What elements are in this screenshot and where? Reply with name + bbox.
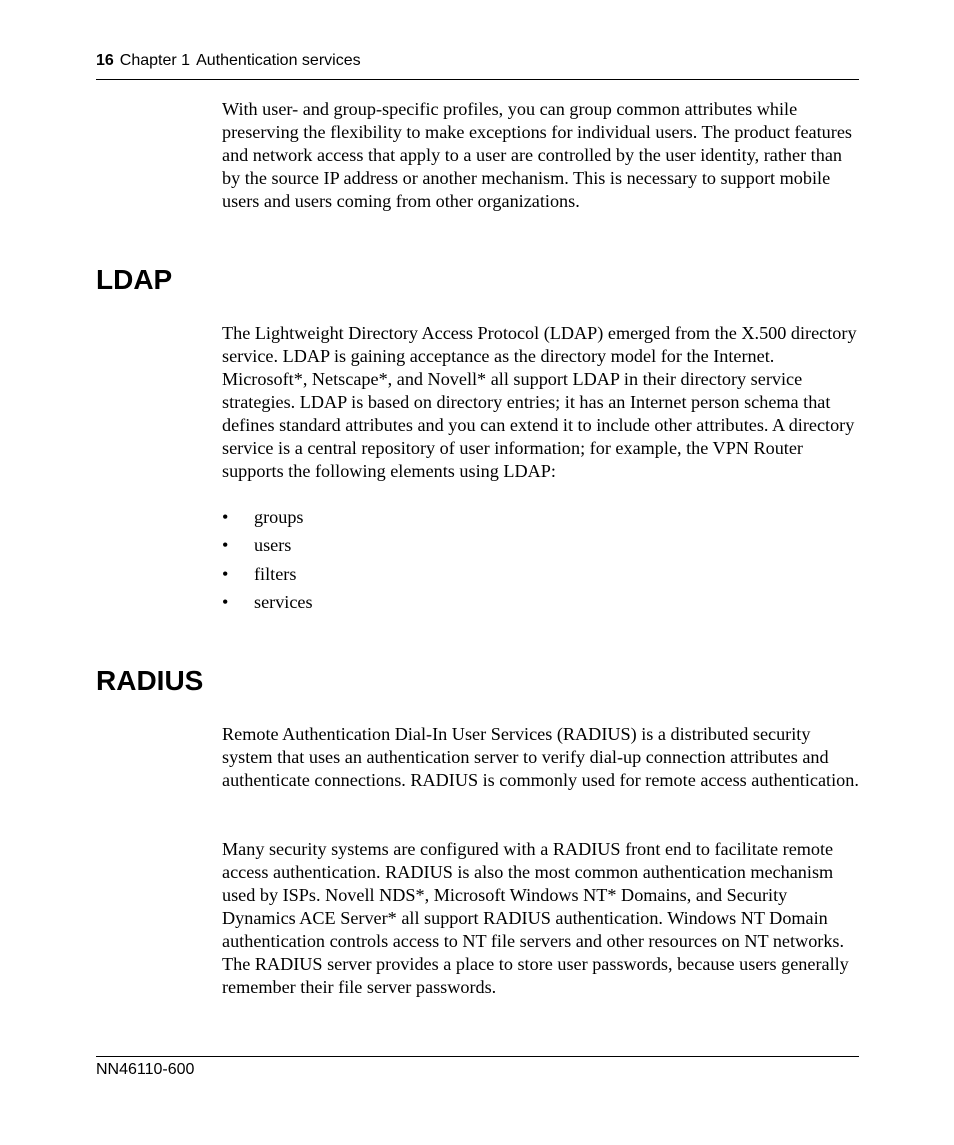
list-item: [222, 591, 313, 619]
bullet-icon: •: [222, 591, 229, 612]
list-item: [222, 506, 313, 534]
intro-block: [222, 98, 862, 213]
footer-rule: [96, 1056, 859, 1057]
radius-paragraph-1: Remote Authentication Dial-In User Services (RADIUS) is a distributed security system that uses an authentication server to verify dial-up connection attributes and authenticate connections. RADIUS is commonly used for remote access authentication.: [222, 724, 859, 790]
list-item-label: users: [254, 535, 292, 556]
bullet-icon: •: [222, 535, 229, 556]
running-header: [96, 51, 859, 71]
intro-paragraph: With user- and group-specific profiles, you can group common attributes while preserving the flexibility to make exceptions for individual users. The product features and network access that apply to a user are controlled by the user identity, rather than by the source IP address or another mechanism. This is necessary to support mobile users and users coming from other organizations.: [222, 99, 852, 211]
list-item-label: groups: [254, 507, 304, 527]
bullet-icon: •: [222, 507, 229, 527]
ldap-body: [222, 322, 862, 483]
radius-heading: RADIUS: [96, 665, 204, 696]
chapter-label: Chapter 1: [119, 52, 191, 69]
header-rule: [96, 79, 859, 80]
bullet-icon: •: [222, 563, 229, 584]
document-number: NN46110-600: [96, 1061, 195, 1078]
ldap-heading: LDAP: [96, 264, 173, 295]
radius-paragraph-2: Many security systems are configured with a RADIUS front end to facilitate remote access authentication. RADIUS is also the most common authentication mechanism used by ISPs. Novell NDS*, Microsoft Windows NT* Domains, and Security Dynamics ACE Server* all support RADIUS authentication. Windows NT Domain authentication controls access to NT file servers and other resources on NT networks. The RADIUS server provides a place to store user passwords, because users generally remember their file server passwords.: [222, 839, 849, 997]
ldap-paragraph: The Lightweight Directory Access Protocol (LDAP) emerged from the X.500 directory service. LDAP is gaining acceptance as the directory model for the Internet. Microsoft*, Netscape*, and Novell* all support LDAP in their directory service strategies. LDAP is based on directory entries; it has an Internet person schema that defines standard attributes and you can extend it to include other attributes. A directory service is a central repository of user information; for example, the VPN Router supports the following elements using LDAP:: [222, 323, 857, 481]
chapter-title: Authentication services: [196, 52, 361, 69]
list-item-label: filters: [254, 563, 297, 584]
radius-body-1: [222, 723, 862, 792]
list-item: [222, 563, 313, 591]
page-number: 16: [96, 52, 114, 69]
radius-body-2: [222, 838, 862, 999]
list-item-label: services: [254, 591, 313, 612]
ldap-element-list: [222, 506, 313, 619]
list-item: [222, 534, 313, 562]
